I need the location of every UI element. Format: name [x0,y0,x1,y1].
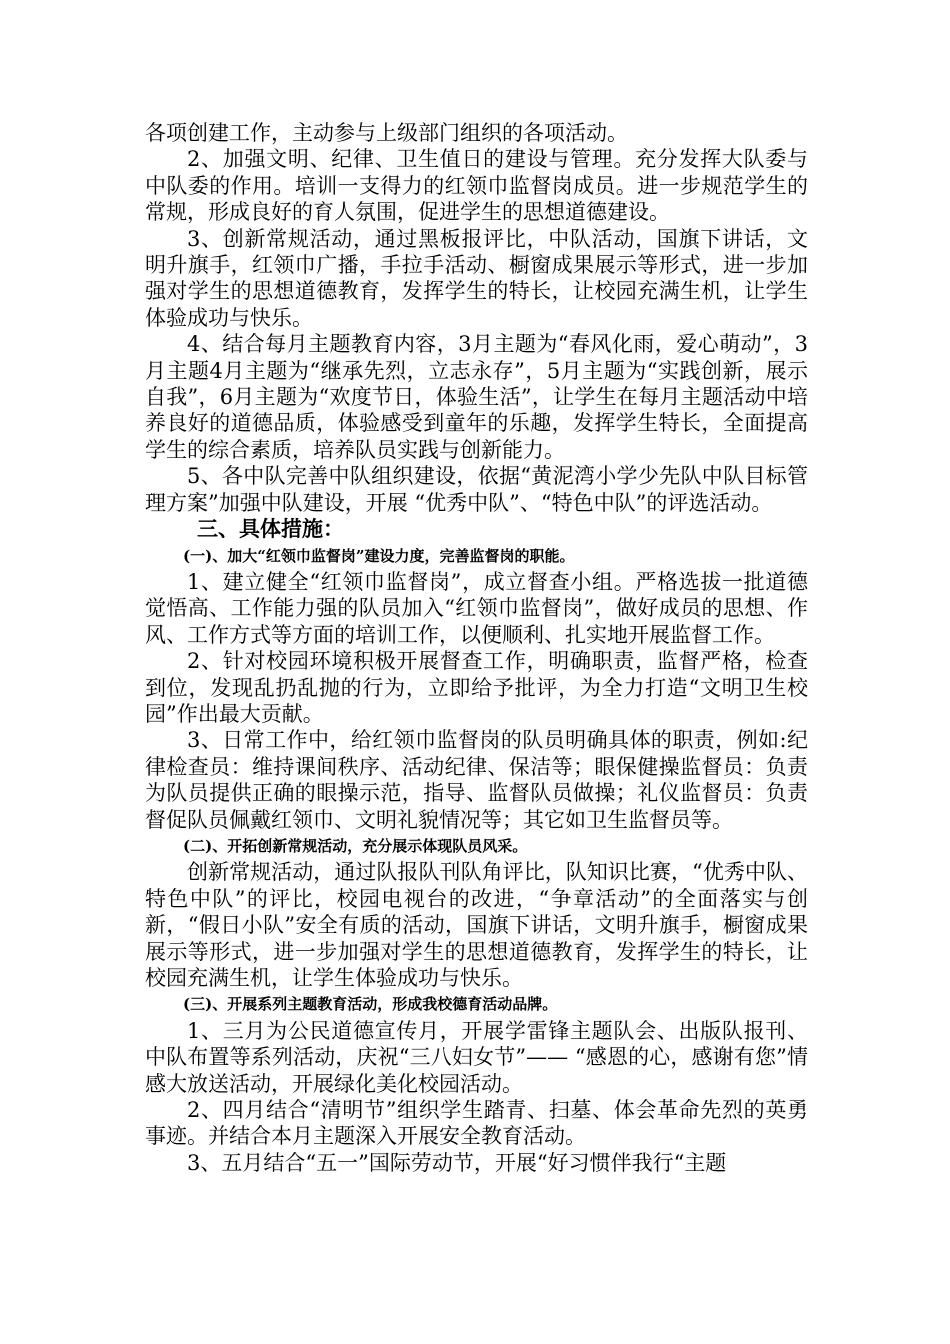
subheading-3: (三)、开展系列主题教育活动，形成我校德育活动品牌。 [183,995,558,1014]
subheading-2: (二)、开拓创新常规活动，充分展示体现队员风采。 [183,836,528,855]
document-body [145,120,808,1176]
paragraph-item-4: 4、结合每月主题教育内容，3月主题为“春风化雨，爱心萌动”，3月主题4月主题为“继承先烈，立志永存”，5月主题为“实践创新，展示自我”，6月主题为“欢度节日，体验生活”，让学生在每月主题活动中培养良好的道德品质，体验感受到童年的乐趣，发挥学生特长，全面提高学生的综合素质，培养队员实践与创新能力。 [145,332,808,462]
paragraph-measure-3-3: 3、五月结合“五一”国际劳动节，开展“好习惯伴我行“主题 [187,1150,727,1175]
paragraph-item-2: 2、加强文明、纪律、卫生值日的建设与管理。充分发挥大队委与中队委的作用。培训一支得力的红领巾监督岗成员。进一步规范学生的常规，形成良好的育人氛围，促进学生的思想道德建设。 [145,147,808,225]
section-heading-measures: 三、具体措施： [197,517,344,542]
paragraph-measure-1-2: 2、针对校园环境积极开展督查工作，明确职责，监督严格，检查到位，发现乱扔乱抛的行为，立即给予批评，为全力打造“文明卫生校园”作出最大贡献。 [145,649,808,726]
paragraph-item-5: 5、各中队完善中队组织建设，依据“黄泥湾小学少先队中队目标管理方案”加强中队建设，开展 “优秀中队”、“特色中队”的评选活动。 [145,464,808,515]
paragraph-measure-3-1: 1、三月为公民道德宣传月，开展学雷锋主题队会、出版队报刊、中队布置等系列活动，庆祝“三八妇女节”—— “感恩的心，感谢有您”情感大放送活动，开展绿化美化校园活动。 [145,1018,808,1096]
paragraph-measure-1-1: 1、建立健全“红领巾监督岗”，成立督查小组。严格选拔一批道德觉悟高、工作能力强的队员加入“红领巾监督岗”，做好成员的思想、作风、工作方式等方面的培训工作，以便顺利、扎实地开展监督工作。 [145,569,808,647]
paragraph-measure-1-3: 3、日常工作中，给红领巾监督岗的队员明确具体的职责，例如:纪律检查员：维持课间秩序、活动纪律、保洁等；眼保健操监督员：负责为队员提供正确的眼操示范，指导、监督队员做操；礼仪监督员：负责督促队员佩戴红领巾、文明礼貌情况等；其它如卫生监督员等。 [145,728,808,832]
paragraph-measure-2: 创新常规活动，通过队报队刊队角评比，队知识比赛，“优秀中队、特色中队”的评比，校园电视台的改进，“争章活动”的全面落实与创新，“假日小队”安全有质的活动，国旗下讲话，文明升旗手，橱窗成果展示等形式，进一步加强对学生的思想道德教育，发挥学生的特长，让校园充满生机，让学生体验成功与快乐。 [145,860,808,990]
paragraph-continuation: 各项创建工作，主动参与上级部门组织的各项活动。 [145,121,628,145]
paragraph-item-3: 3、创新常规活动，通过黑板报评比，中队活动，国旗下讲话，文明升旗手，红领巾广播，手拉手活动、橱窗成果展示等形式，进一步加强对学生的思想道德教育，发挥学生的特长，让校园充满生机，让学生体验成功与快乐。 [145,226,808,330]
subheading-1: (一)、加大“红领巾监督岗”建设力度，完善监督岗的职能。 [183,546,575,565]
paragraph-measure-3-2: 2、四月结合“清明节”组织学生踏青、扫墓、体会革命先烈的英勇事迹。并结合本月主题深入开展安全教育活动。 [145,1098,808,1149]
